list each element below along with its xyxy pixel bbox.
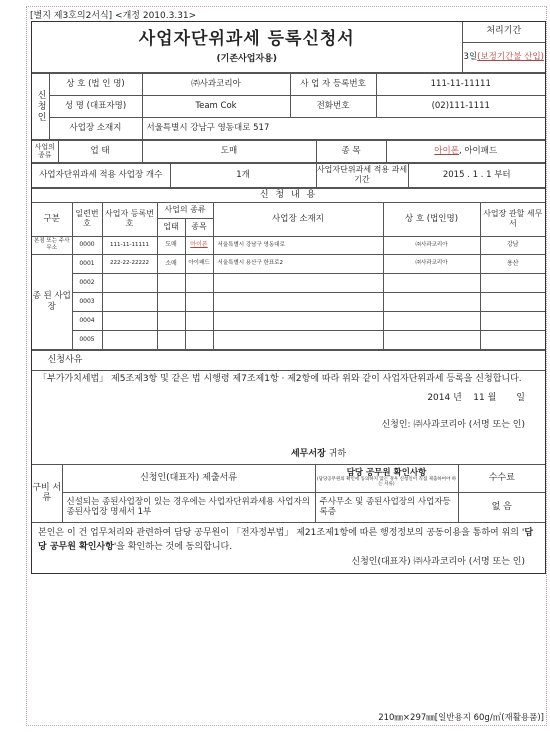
row-address[interactable] <box>213 311 383 330</box>
title-table <box>32 22 545 73</box>
reason-label: 신청사유 <box>32 350 98 370</box>
officer-doc: 주사무소 및 종된사업장의 사업자등록증 <box>315 492 458 522</box>
table-row <box>32 330 545 349</box>
form-title: 사업자단위과세 등록신청서 <box>138 29 355 50</box>
fee-label: 수수료 <box>458 464 545 492</box>
addressee-suffix: 귀하 <box>328 449 347 460</box>
applicant-section-label: 신청인 <box>32 73 49 139</box>
biz-item-value[interactable]: 아이폰, 아이패드 <box>386 140 545 162</box>
unit-period-label: 사업자단위과세 적용 과세기간 <box>316 163 408 187</box>
business-type-table <box>32 140 545 163</box>
processing-note: (보정기간불 산입) <box>477 51 544 62</box>
form-subtitle: (기존사업자용) <box>216 53 277 64</box>
hdr-biz-type: 업태 <box>157 218 185 236</box>
consent-signer: 신청인(대표자) ㈜사과코리아 (서명 또는 인) <box>351 556 525 567</box>
application-date <box>32 389 545 404</box>
applicant-sign-line: 신청인: ㈜사과코리아 (서명 또는 인) <box>381 420 525 431</box>
row-trade-name[interactable]: ㈜사과코리아 <box>383 254 480 273</box>
unit-count-label: 사업자단위과세 적용 사업장 개수 <box>32 163 170 187</box>
biz-item-label: 종 목 <box>316 140 386 162</box>
row-type[interactable] <box>157 311 185 330</box>
row-serial: 0005 <box>72 330 102 349</box>
table-row <box>32 254 545 273</box>
row-reg-no[interactable]: 222-22-22222 <box>102 254 157 273</box>
consent-text-1: 본인은 이 건 업무처리와 관련하여 담당 공무원이 「전자정부법」 제21조제1항에 따른 행정정보의 공동이용을 통하여 위의 ' <box>38 527 525 538</box>
row-serial: 0002 <box>72 273 102 292</box>
rep-name-value[interactable]: Team Cok <box>142 95 290 117</box>
date-year: 2014 년 <box>427 393 462 404</box>
row-item[interactable] <box>185 292 213 311</box>
row-item[interactable]: 아이폰 <box>185 236 213 254</box>
table-row <box>32 311 545 330</box>
processing-label: 처리기간 <box>462 22 545 42</box>
unit-tax-table <box>32 163 545 188</box>
addressee-office: 세무서장 <box>290 449 326 460</box>
row-reg-no[interactable]: 111-11-11111 <box>102 236 157 254</box>
row-office[interactable] <box>480 330 545 349</box>
phone-label: 전화번호 <box>290 95 376 117</box>
details-section-title: 신 청 내 용 <box>32 188 545 202</box>
hdr-gubun: 구분 <box>32 202 72 236</box>
row-office[interactable]: 강남 <box>480 236 545 254</box>
trade-name-value[interactable]: ㈜사과코리아 <box>142 73 290 95</box>
row-type[interactable] <box>157 273 185 292</box>
reason-text: 「부가가치세법」 제5조제3항 및 같은 법 시행령 제7조제1항 · 제2항에 따라 위와 같이 사업자단위과세 등록을 신청합니다. <box>38 373 522 384</box>
row-serial: 0001 <box>72 254 102 273</box>
row-type[interactable] <box>157 292 185 311</box>
reason-body <box>32 370 545 464</box>
row-trade-name[interactable] <box>383 273 480 292</box>
business-reg-value[interactable]: 111-11-11111 <box>376 73 545 95</box>
row-office[interactable]: 용산 <box>480 254 545 273</box>
head-office-label: 본점 또는 주사무소 <box>32 236 72 254</box>
table-row <box>32 236 545 254</box>
table-row <box>32 273 545 292</box>
applicant-table <box>32 73 545 140</box>
row-trade-name[interactable] <box>383 311 480 330</box>
form-number: [별지 제3호의2서식] <개정 2010.3.31> <box>30 11 197 21</box>
row-office[interactable] <box>480 311 545 330</box>
row-address[interactable] <box>213 273 383 292</box>
row-serial: 0004 <box>72 311 102 330</box>
row-type[interactable] <box>157 330 185 349</box>
rep-name-label: 성 명 (대표자명) <box>49 95 142 117</box>
submit-doc: 신설되는 종된사업장이 있는 경우에는 사업자단위과세용 사업자의 종된사업장 명세서 1부 <box>62 492 315 522</box>
officer-check-header <box>315 464 458 492</box>
paper-size-note: 210㎜×297㎜[일반용지 60g/㎡(재활용품)] <box>378 713 544 723</box>
hdr-tax-office: 사업장 관할 세무서 <box>480 202 545 236</box>
application-form <box>31 21 546 574</box>
business-type-section-label: 사업의 종류 <box>32 140 58 162</box>
row-item[interactable] <box>185 330 213 349</box>
branch-label: 종 된 사업장 <box>32 254 72 349</box>
date-month: 11 월 <box>473 393 497 404</box>
row-reg-no[interactable] <box>102 292 157 311</box>
processing-period <box>462 42 545 72</box>
hdr-trade-name: 상 호 (법인명) <box>383 202 480 236</box>
row-trade-name[interactable] <box>383 330 480 349</box>
row-trade-name[interactable]: ㈜사과코리아 <box>383 236 480 254</box>
unit-period-value[interactable]: 2015 . 1 . 1 부터 <box>408 163 545 187</box>
row-reg-no[interactable] <box>102 330 157 349</box>
hdr-reg-no: 사업자 등록번호 <box>102 202 157 236</box>
biz-item-red: 아이폰 <box>434 145 459 156</box>
row-reg-no[interactable] <box>102 311 157 330</box>
hdr-address: 사업장 소재지 <box>213 202 383 236</box>
row-item[interactable] <box>185 311 213 330</box>
address-value[interactable]: 서울특별시 강남구 영동대로 517 <box>142 117 545 139</box>
trade-name-label: 상 호 (법 인 명) <box>49 73 142 95</box>
business-reg-label: 사 업 자 등록번호 <box>290 73 376 95</box>
row-item[interactable]: 아이패드 <box>185 254 213 273</box>
officer-check-label: 담당 공무원 확인사항 <box>346 468 427 479</box>
row-address[interactable]: 서울특별시 용산구 한표로2 <box>213 254 383 273</box>
fee-value: 없 음 <box>458 492 545 522</box>
details-table <box>32 188 545 350</box>
consent-text-2: '을 확인하는 것에 동의합니다. <box>113 542 233 553</box>
unit-count-value[interactable]: 1개 <box>170 163 316 187</box>
table-row <box>32 292 545 311</box>
phone-value[interactable]: (02)111-1111 <box>376 95 545 117</box>
submit-docs-label: 신청인(대표자) 제출서류 <box>62 464 315 492</box>
officer-check-note: (담당공무원의 확인에 동의하지 않는 경우 신청인이 직접 제출하여야 하는 서류) <box>316 477 457 488</box>
date-day: 일 <box>516 393 525 404</box>
row-item[interactable] <box>185 273 213 292</box>
consent-block <box>32 523 545 573</box>
row-serial: 0000 <box>72 236 102 254</box>
hdr-biz-item: 종목 <box>185 218 213 236</box>
addressee <box>32 431 545 464</box>
biz-type-label: 업 태 <box>58 140 142 162</box>
consent-bold: 담당 공무원 확인사항 <box>38 527 534 553</box>
biz-type-value[interactable]: 도매 <box>142 140 316 162</box>
attachments-label: 구비 서류 <box>32 464 62 522</box>
row-office[interactable] <box>480 273 545 292</box>
row-address[interactable] <box>213 330 383 349</box>
row-serial: 0003 <box>72 292 102 311</box>
hdr-biz-kind: 사업의 종류 <box>157 202 213 218</box>
row-type[interactable]: 도매 <box>157 236 185 254</box>
attachments-table <box>32 464 545 523</box>
row-type[interactable]: 소매 <box>157 254 185 273</box>
row-address[interactable] <box>213 292 383 311</box>
address-label: 사업장 소재지 <box>49 117 142 139</box>
row-office[interactable] <box>480 292 545 311</box>
processing-days: 3일 <box>463 51 478 62</box>
row-trade-name[interactable] <box>383 292 480 311</box>
hdr-serial: 일련번호 <box>72 202 102 236</box>
row-address[interactable]: 서울특별시 강남구 영동대로 <box>213 236 383 254</box>
row-reg-no[interactable] <box>102 273 157 292</box>
reason-table <box>32 350 545 464</box>
